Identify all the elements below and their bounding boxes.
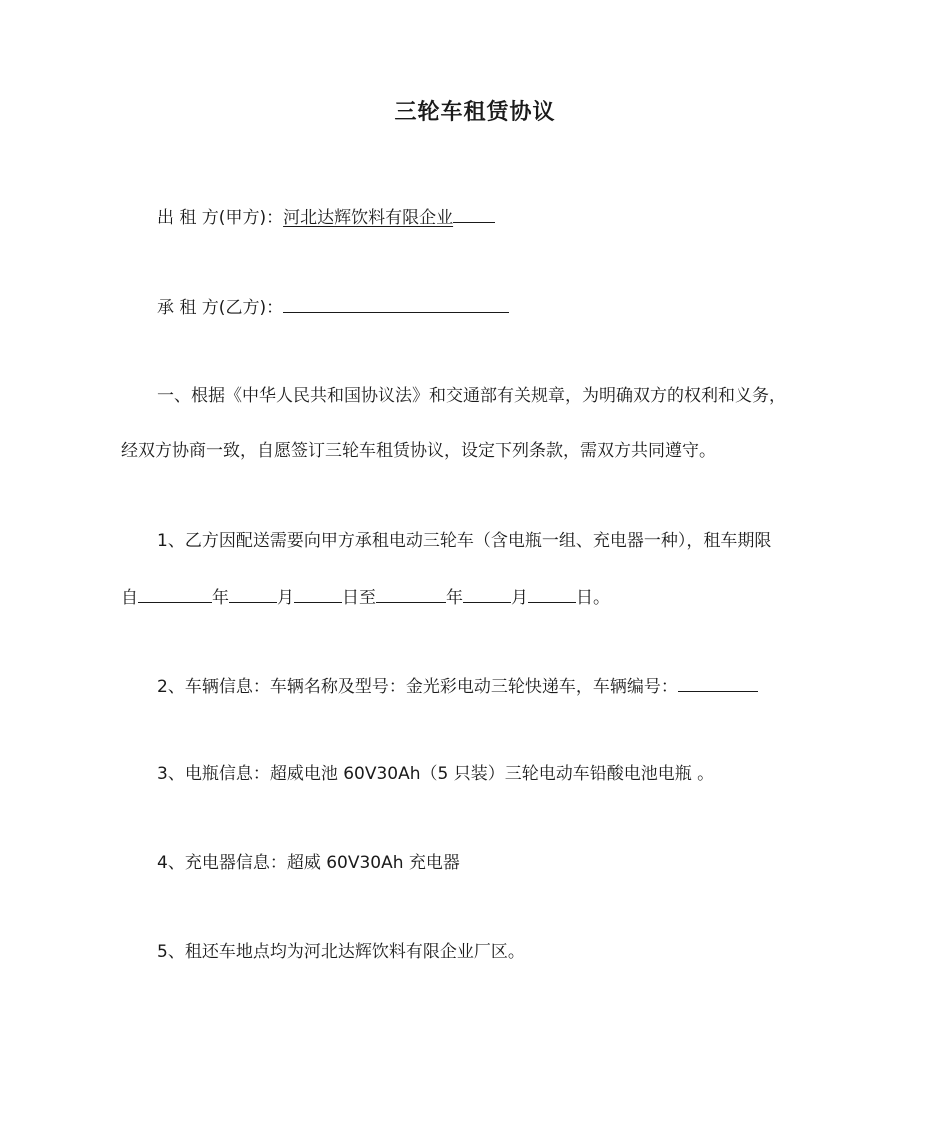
end-month-blank xyxy=(463,584,511,603)
clause-1-line-2 xyxy=(121,584,610,611)
preamble-line-1: 一、根据《中华人民共和国协议法》和交通部有关规章，为明确双方的权利和义务， xyxy=(157,386,786,406)
end-year-blank xyxy=(376,584,446,603)
lessee-blank xyxy=(283,294,509,313)
lessor-label: 出 租 方(甲方)： xyxy=(157,208,284,228)
start-year-blank xyxy=(138,584,212,603)
lessor-name: 河北达辉饮料有限企业 xyxy=(283,208,454,228)
clause-2-line xyxy=(157,673,758,700)
lessor-blank xyxy=(453,204,495,223)
lessee-label: 承 租 方(乙方)： xyxy=(157,298,284,318)
clause-1-year-1: 年 xyxy=(212,588,229,608)
clause-1-month-1: 月 xyxy=(277,588,294,608)
clause-4-line: 4、充电器信息：超威 60V30Ah 充电器 xyxy=(157,853,460,873)
vehicle-number-blank xyxy=(678,673,758,692)
clause-2-text: 2、车辆信息：车辆名称及型号：金光彩电动三轮快递车，车辆编号： xyxy=(157,677,678,697)
clause-3-line: 3、电瓶信息：超威电池 60V30Ah（5 只装）三轮电动车铅酸电池电瓶 。 xyxy=(157,764,715,784)
lessor-line xyxy=(157,204,495,231)
lessee-line xyxy=(157,294,509,321)
end-day-blank xyxy=(528,584,576,603)
document-title: 三轮车租赁协议 xyxy=(394,100,556,125)
clause-1-day-end: 日。 xyxy=(576,588,610,608)
clause-1-month-2: 月 xyxy=(511,588,528,608)
clause-5-line: 5、租还车地点均为河北达辉饮料有限企业厂区。 xyxy=(157,942,525,962)
start-day-blank xyxy=(294,584,342,603)
clause-1-from: 自 xyxy=(121,588,138,608)
clause-1-line-1: 1、乙方因配送需要向甲方承租电动三轮车（含电瓶一组、充电器一种），租车期限 xyxy=(157,531,772,551)
clause-1-day-to: 日至 xyxy=(342,588,376,608)
clause-1-year-2: 年 xyxy=(446,588,463,608)
start-month-blank xyxy=(229,584,277,603)
preamble-line-2: 经双方协商一致，自愿签订三轮车租赁协议，设定下列条款，需双方共同遵守。 xyxy=(121,441,716,461)
